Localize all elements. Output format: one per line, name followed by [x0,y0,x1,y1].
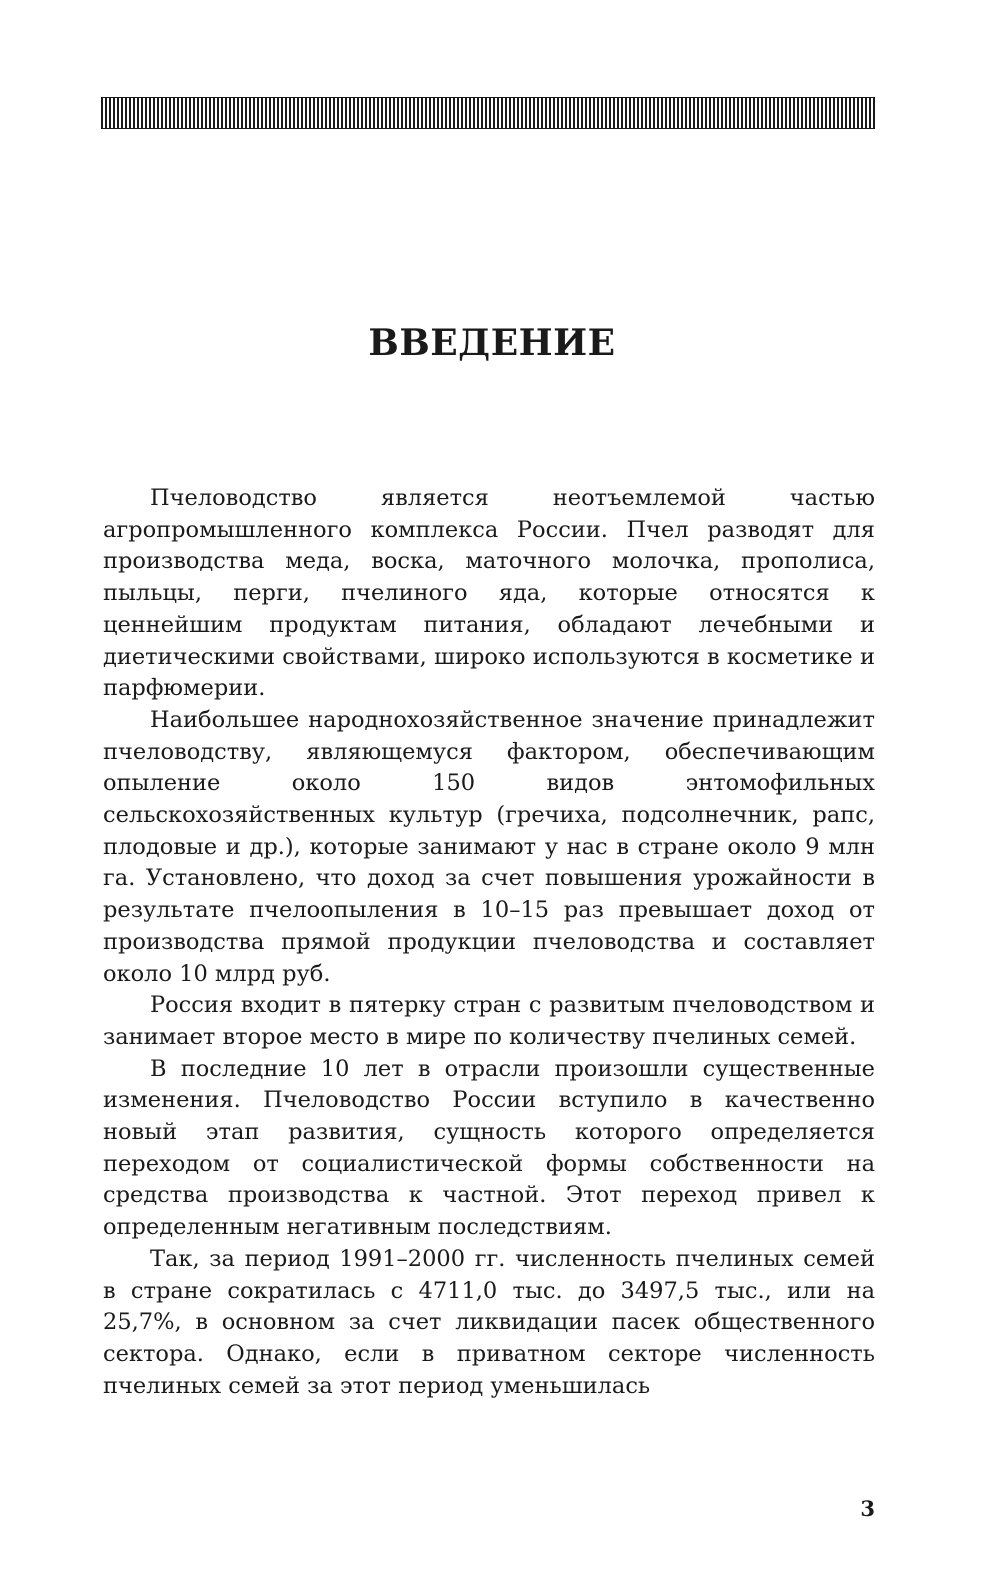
paragraph: В последние 10 лет в отрасли произошли существенные изменения. Пчеловодство России вступило в качественно новый этап развития, сущность которого определяется переходом от социалистической формы собственности на средства производства к частной. Этот переход привел к определенным негативным последствиям. [103,1055,875,1241]
header-ornament-rule [101,97,875,129]
paragraph: Пчеловодство является неотъемлемой частью агропромышленного комплекса России. Пчел разводят для производства меда, воска, маточного молочка, прополиса, пыльцы, перги, пчелиного яда, которые относятся к ценнейшим продуктам питания, обладают лечебными и диетическими свойствами, широко используются в косметике и парфюмерии. [103,485,875,702]
paragraph: Так, за период 1991–2000 гг. численность пчелиных семей в стране сократилась с 4711,0 тыс. до 3497,5 тыс., или на 25,7%, в основном за счет ликвидации пасек общественного сектора. Однако, если в приватном секторе численность пчелиных семей за этот период уменьшилась [103,1245,875,1399]
paragraph: Наибольшее народнохозяйственное значение принадлежит пчеловодству, являющемуся фактором, обеспечивающим опыление около 150 видов энтомофильных сельскохозяйственных культур (гречиха, подсолнечник, рапс, плодовые и др.), которые занимают у нас в стране около 9 млн га. Установлено, что доход за счет повышения урожайности в результате пчелоопыления в 10–15 раз превышает доход от производства прямой продукции пчеловодства и составляет около 10 млрд руб. [103,706,875,987]
paragraph: Россия входит в пятерку стран с развитым пчеловодством и занимает второе место в мире по количеству пчелиных семей. [103,992,875,1050]
chapter-title: ВВЕДЕНИЕ [368,322,616,364]
body-text [103,483,875,1402]
page-number: 3 [860,1496,875,1521]
